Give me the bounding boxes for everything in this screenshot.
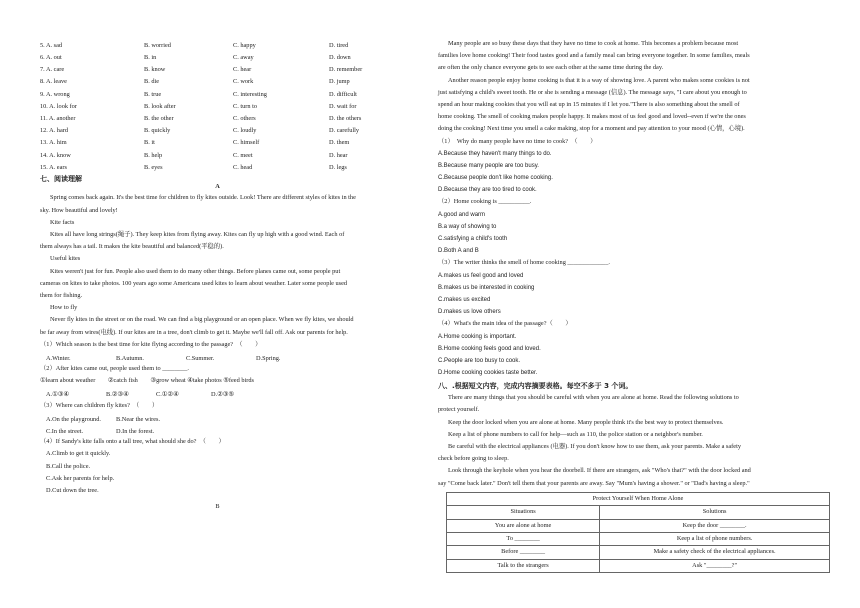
question-a3-options-row2 [40, 426, 395, 438]
passage-a-line: cameras on kites to take photos. 100 years ago some Americans used kites to learn about weather. Later some people used [40, 279, 348, 287]
cloze-option[interactable]: D. hear [329, 151, 348, 159]
section-eight-line: Look through the keyhole when you hear the doorbell. If there are strangers, ask "Who's that?" with the door locked and [448, 467, 751, 475]
table-header-solutions: Solutions [600, 506, 830, 519]
cloze-option[interactable]: B. die [144, 78, 160, 86]
cloze-option[interactable]: 5. A. sad [40, 41, 63, 49]
cloze-option[interactable]: C. head [233, 163, 253, 171]
option[interactable]: B.Autumn. [116, 354, 144, 362]
option[interactable]: A.Home cooking is important. [438, 333, 517, 340]
option[interactable]: B.Near the wires. [116, 415, 161, 423]
cloze-option-row [40, 64, 395, 76]
table-row [447, 532, 830, 545]
cloze-option[interactable]: D. legs [329, 163, 347, 171]
cloze-option[interactable]: 8. A. leave [40, 78, 67, 86]
passage-a-line: Kites weren't just for fun. People also used them to do many other things. Before planes came out, some people put [50, 267, 341, 275]
option[interactable]: D.②③⑤ [211, 391, 235, 399]
table-cell: You are alone at home [447, 519, 600, 532]
cloze-option[interactable]: C. happy [233, 41, 256, 49]
option[interactable]: A.Winter. [46, 354, 71, 362]
cloze-option[interactable]: C. loudly [233, 127, 257, 135]
question-a3-options-row1 [40, 414, 395, 426]
cloze-option[interactable]: B. quickly [144, 127, 171, 135]
option[interactable]: D.Because they are too tired to cook. [438, 187, 537, 194]
cloze-option[interactable]: C. away [233, 54, 254, 62]
question-a2-options [40, 389, 395, 401]
cloze-option[interactable]: B. look after [144, 102, 176, 110]
left-column [40, 40, 395, 512]
question-b4: （4）What's the main idea of the passage?（ ） [438, 320, 572, 328]
option[interactable]: B.makes us be interested in cooking [438, 284, 535, 291]
cloze-option[interactable]: C. others [233, 115, 256, 123]
table-row [447, 519, 830, 532]
cloze-option[interactable]: D. jump [329, 78, 350, 86]
cloze-option[interactable]: 12. A. hard [40, 127, 68, 135]
cloze-option[interactable]: 13. A. him [40, 139, 67, 147]
option[interactable]: A.makes us feel good and loved [438, 272, 524, 279]
passage-a-line: Kites all have long strings(绳子). They keep kites from flying away. Kites can fly up high with a good wind. Each of [50, 231, 345, 239]
option[interactable]: C.In the street. [46, 427, 84, 435]
cloze-option[interactable]: D. wait for [329, 102, 357, 110]
question-b3: （3）The writer thinks the smell of home cooking _____________. [438, 259, 610, 267]
cloze-option[interactable]: D. down [329, 54, 351, 62]
option[interactable]: A.①③④ [46, 391, 70, 399]
cloze-option-row [40, 89, 395, 101]
table-cell: Make a safety check of the electrical appliances. [600, 546, 830, 559]
option[interactable]: D.Home cooking cookies taste better. [438, 370, 538, 377]
cloze-option[interactable]: C. himself [233, 139, 260, 147]
section-eight-line: protect yourself. [438, 406, 480, 414]
cloze-option[interactable]: B. eyes [144, 163, 163, 171]
question-a1: （1）Which season is the best time for kite flying according to the passage? （ ） [40, 340, 262, 348]
passage-b-line: doing the cooking! Next time you smell a cake making, stop for a moment and pay attention to your mood (心情，心境). [438, 125, 745, 133]
section-eight-line: check before going to sleep. [438, 455, 509, 463]
option[interactable]: C.satisfying a child's tooth [438, 236, 508, 242]
cloze-option[interactable]: B. in [144, 54, 157, 62]
cloze-option[interactable]: B. worried [144, 41, 171, 49]
cloze-option[interactable]: 6. A. out [40, 54, 62, 62]
cloze-option[interactable]: 11. A. another [40, 115, 76, 123]
right-column [438, 40, 842, 573]
heading-useful-kites: Useful kites [50, 255, 81, 263]
table-cell: To ________ [447, 532, 600, 545]
cloze-option-row [40, 52, 395, 64]
passage-b-line: Many people are so busy these days that they have no time to cook at home. This becomes a problem because most [448, 40, 739, 47]
cloze-option[interactable]: C. turn to [233, 102, 257, 110]
cloze-option[interactable]: B. the other [144, 115, 174, 123]
option[interactable]: C.①②④ [156, 391, 179, 399]
passage-b-line: families love home cooking! Their food tastes good and a family meal can bring everyone together. In some families, meals [438, 52, 750, 60]
cloze-option[interactable]: B. it [144, 139, 155, 147]
option[interactable]: A.Because they haven't many things to do. [438, 150, 552, 157]
option[interactable]: B.Call the police. [46, 462, 91, 470]
question-a3: （3）Where can children fly kites? （ ） [40, 401, 159, 409]
table-cell: Keep a list of phone numbers. [600, 532, 830, 545]
option[interactable]: D.makes us love others [438, 309, 501, 316]
section-eight-title: 八、.根据短文内容，完成内容摘要表格。每空不多于 3 个词。 [438, 382, 633, 391]
cloze-option-row [40, 150, 395, 162]
section-eight-line: Be careful with the electrical appliances (电器). If you don't know how to use them, ask your parents. Make a safety [448, 443, 741, 450]
passage-a-line: them for fishing. [40, 291, 83, 299]
question-a4: （4）If Sandy's kite falls onto a tall tree, what should she do? （ ） [40, 438, 225, 446]
cloze-option[interactable]: 15. A. ears [40, 163, 67, 171]
cloze-option[interactable]: D. difficult [329, 90, 357, 98]
cloze-option[interactable]: D. remember [329, 66, 363, 74]
cloze-option-row [40, 113, 395, 125]
passage-a-label: A [215, 183, 220, 191]
table-row [447, 559, 830, 572]
section-eight-line: say "Come back later." Don't tell them that your parents are away. Say "Mum's having a shower." or "Dad's having a sleep." [438, 479, 750, 487]
cloze-option[interactable]: 10. A. look for [40, 102, 77, 110]
cloze-option[interactable]: C. hear [233, 66, 252, 74]
section-eight-line: Keep a list of phone numbers to call for help—such as 110, the police station or a neighbor's number. [448, 430, 703, 438]
cloze-option[interactable]: D. tired [329, 41, 349, 49]
passage-b-line: home cooking. The smell of cooking makes people happy. It makes most of us feel good and loved--even if we're the ones [438, 113, 746, 121]
cloze-option[interactable]: 7. A. care [40, 66, 65, 74]
passage-b-line: Another reason people enjoy home cooking is that it is a way of showing love. A parent who makes some cookies is not [448, 76, 750, 84]
option[interactable]: B.a way of showing to [438, 223, 497, 230]
cloze-option[interactable]: C. work [233, 78, 254, 86]
cloze-options [40, 40, 395, 174]
cloze-option[interactable]: D. the others [329, 115, 362, 123]
table-cell: Talk to the strangers [447, 559, 600, 572]
cloze-option[interactable]: 14. A. know [40, 151, 71, 159]
passage-a-line: sky. How beautiful and lovely! [40, 206, 118, 214]
cloze-option[interactable]: D. them [329, 139, 350, 147]
question-b1: （1） Why do many people have no time to cook? （ ） [438, 137, 597, 145]
table-cell: Before ________ [447, 546, 600, 559]
passage-a-line: Never fly kites in the street or on the road. We can find a big playground or an open place. When we fly kites, we should [50, 316, 354, 324]
heading-kite-facts: Kite facts [50, 218, 75, 226]
table-row [447, 546, 830, 559]
cloze-option[interactable]: D. carefully [329, 127, 360, 135]
cloze-option-row [40, 77, 395, 89]
passage-a-line: be far away from wires(电线). If our kites are in a tree, don't climb to get it. Maybe we'll fall off. Ask our parents for help. [40, 328, 348, 336]
question-a2: （2）After kites came out, people used them to ________. [40, 365, 189, 373]
option[interactable]: C.People are too busy to cook. [438, 357, 521, 364]
passage-b-line: are often the only chance everyone gets to see each other at the same time during the day. [438, 64, 664, 72]
table-cell: Ask "________?" [600, 559, 830, 572]
table-header-situations: Situations [447, 506, 600, 519]
passage-b-label: B [215, 503, 220, 511]
table-title: Protect Yourself When Home Alone [447, 492, 830, 505]
question-b2: （2）Home cooking is __________. [438, 198, 532, 206]
cloze-option-row [40, 162, 395, 174]
cloze-option-row [40, 101, 395, 113]
option[interactable]: B.②③④ [106, 391, 129, 399]
passage-a-line: them always has a tail. It makes the kite beautiful and balanced(平稳的). [40, 243, 224, 251]
cloze-option[interactable]: B. true [144, 90, 162, 98]
option[interactable]: C.Summer. [186, 354, 215, 362]
option[interactable]: B.Because many people are too busy. [438, 162, 539, 169]
cloze-option-row [40, 125, 395, 137]
option[interactable]: C.makes us excited [438, 296, 491, 303]
cloze-option[interactable]: B. know [144, 66, 166, 74]
cloze-option[interactable]: 9. A. wrong [40, 90, 70, 98]
option[interactable]: D.Cut down the tree. [46, 486, 99, 494]
cloze-option-row [40, 40, 395, 52]
section-eight-line: Keep the door locked when you are alone at home. Many people think it's the best way to protect themselves. [448, 418, 724, 426]
heading-how-to-fly: How to fly [50, 304, 78, 312]
table-cell: Keep the door ________. [600, 519, 830, 532]
cloze-option[interactable]: B. help [144, 151, 163, 159]
option[interactable]: A.On the playground. [46, 415, 101, 423]
cloze-option-row [40, 138, 395, 150]
option[interactable]: A.good and warm [438, 211, 486, 218]
question-a1-options [40, 353, 395, 365]
passage-a-line: Spring comes back again. It's the best time for children to fly kites outside. Look! There are different styles of kites in the [50, 194, 356, 202]
question-a2-items: ①learn about weather ②catch fish ③grow wheat ④take photos ⑤feed birds [40, 377, 254, 385]
right-page [430, 0, 860, 608]
cloze-option[interactable]: C. interesting [233, 90, 267, 98]
option[interactable]: D.Both A and B [438, 248, 479, 255]
summary-table [446, 492, 830, 573]
passage-b-line: spend an hour making cookies that you will eat up in 15 minutes if I let you."There is also something about the smell of [438, 100, 740, 108]
option[interactable]: C.Because people don't like home cooking. [438, 175, 553, 182]
passage-b-line: just satisfying a child's sweet tooth. He or she is sending a message (信息). The message says, "I care about you enough to [438, 88, 747, 96]
cloze-option[interactable]: C. meet [233, 151, 253, 159]
option[interactable]: D.In the forest. [116, 427, 155, 435]
section-eight-line: There are many things that you should be careful with when you are alone at home. Read the following solutions to [448, 394, 739, 402]
option[interactable]: A.Climb to get it quickly. [46, 450, 111, 458]
section-seven-title: 七、阅读理解 [40, 175, 82, 184]
option[interactable]: B.Home cooking feels good and loved. [438, 345, 541, 352]
option[interactable]: C.Ask her parents for help. [46, 474, 115, 482]
option[interactable]: D.Spring. [256, 354, 281, 362]
